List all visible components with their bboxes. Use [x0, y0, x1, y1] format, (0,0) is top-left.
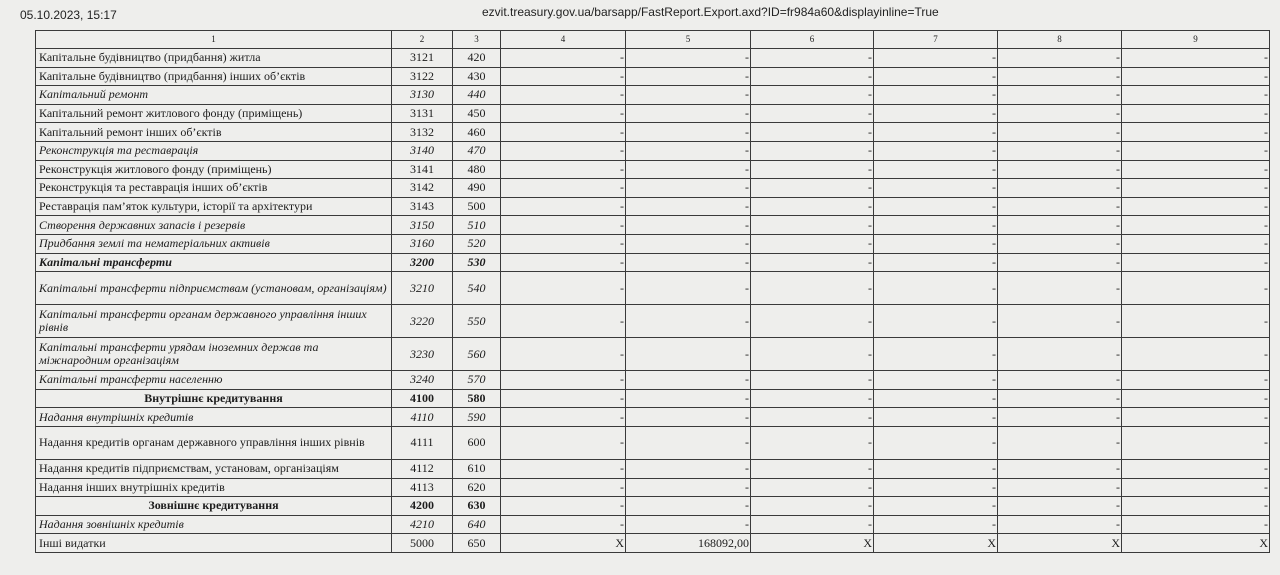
- row-code: 3121: [392, 49, 453, 68]
- row-value: -: [998, 234, 1122, 253]
- row-line: 620: [453, 478, 501, 497]
- row-value: -: [501, 515, 626, 534]
- table-row: [36, 160, 1270, 179]
- table-row: [36, 123, 1270, 142]
- row-value: -: [626, 234, 751, 253]
- row-name: Реконструкція та реставрація: [36, 141, 392, 160]
- row-name: Надання кредитів підприємствам, установам, організаціям: [36, 459, 392, 478]
- row-value: -: [501, 478, 626, 497]
- row-value: -: [874, 49, 998, 68]
- row-value: -: [998, 253, 1122, 272]
- row-value: -: [998, 305, 1122, 338]
- row-code: 3220: [392, 305, 453, 338]
- row-value: -: [626, 426, 751, 459]
- row-value: -: [998, 272, 1122, 305]
- print-url: ezvit.treasury.gov.ua/barsapp/FastReport.Export.axd?ID=fr984a60&displayinline=True: [482, 5, 939, 19]
- row-value: -: [751, 234, 874, 253]
- row-value: X: [751, 534, 874, 553]
- column-number: 8: [998, 31, 1122, 49]
- row-value: -: [501, 67, 626, 86]
- row-name: Реконструкція житлового фонду (приміщень): [36, 160, 392, 179]
- row-code: 4111: [392, 426, 453, 459]
- row-value: -: [998, 371, 1122, 390]
- row-value: -: [501, 104, 626, 123]
- row-value: -: [1122, 234, 1270, 253]
- row-value: -: [998, 426, 1122, 459]
- row-line: 500: [453, 197, 501, 216]
- row-value: -: [1122, 179, 1270, 198]
- row-value: -: [1122, 371, 1270, 390]
- report-table: [35, 30, 1270, 553]
- row-line: 480: [453, 160, 501, 179]
- row-value: -: [751, 478, 874, 497]
- row-value: -: [998, 179, 1122, 198]
- row-value: -: [626, 141, 751, 160]
- row-name: Капітальні трансферти урядам іноземних держав та міжнародним організаціям: [36, 338, 392, 371]
- row-value: -: [501, 497, 626, 516]
- row-value: -: [751, 408, 874, 427]
- column-number: 1: [36, 31, 392, 49]
- row-value: -: [998, 408, 1122, 427]
- row-value: -: [626, 338, 751, 371]
- column-number: 4: [501, 31, 626, 49]
- table-row: [36, 86, 1270, 105]
- row-value: -: [626, 253, 751, 272]
- row-line: 420: [453, 49, 501, 68]
- row-value: -: [501, 459, 626, 478]
- row-code: 4100: [392, 389, 453, 408]
- row-value: -: [751, 216, 874, 235]
- row-value: -: [998, 197, 1122, 216]
- row-value: -: [874, 497, 998, 516]
- row-value: -: [751, 459, 874, 478]
- row-line: 430: [453, 67, 501, 86]
- table-row: [36, 478, 1270, 497]
- row-value: -: [626, 67, 751, 86]
- row-value: -: [1122, 141, 1270, 160]
- row-value: -: [1122, 160, 1270, 179]
- table-row: [36, 49, 1270, 68]
- row-value: -: [751, 371, 874, 390]
- column-number: 7: [874, 31, 998, 49]
- table-row: [36, 534, 1270, 553]
- row-value: -: [501, 272, 626, 305]
- row-code: 3200: [392, 253, 453, 272]
- table-row: [36, 253, 1270, 272]
- row-value: -: [874, 253, 998, 272]
- row-line: 580: [453, 389, 501, 408]
- row-line: 530: [453, 253, 501, 272]
- column-number: 3: [453, 31, 501, 49]
- row-code: 4200: [392, 497, 453, 516]
- row-code: 3143: [392, 197, 453, 216]
- row-value: -: [751, 141, 874, 160]
- column-number: 5: [626, 31, 751, 49]
- row-value: -: [1122, 197, 1270, 216]
- row-value: -: [998, 216, 1122, 235]
- row-value: -: [751, 197, 874, 216]
- row-value: 168092,00: [626, 534, 751, 553]
- row-name: Надання внутрішніх кредитів: [36, 408, 392, 427]
- row-value: -: [751, 49, 874, 68]
- row-value: -: [626, 160, 751, 179]
- row-value: -: [626, 371, 751, 390]
- row-line: 610: [453, 459, 501, 478]
- row-value: -: [998, 160, 1122, 179]
- row-line: 470: [453, 141, 501, 160]
- row-value: -: [751, 515, 874, 534]
- row-value: -: [874, 515, 998, 534]
- row-value: -: [998, 389, 1122, 408]
- row-code: 3150: [392, 216, 453, 235]
- row-value: -: [874, 478, 998, 497]
- row-value: -: [874, 179, 998, 198]
- table-row: [36, 305, 1270, 338]
- row-value: -: [874, 216, 998, 235]
- row-value: -: [1122, 515, 1270, 534]
- row-value: -: [874, 141, 998, 160]
- row-code: 3132: [392, 123, 453, 142]
- row-code: 3160: [392, 234, 453, 253]
- row-value: -: [998, 104, 1122, 123]
- row-value: -: [501, 408, 626, 427]
- row-value: -: [626, 216, 751, 235]
- row-line: 600: [453, 426, 501, 459]
- row-value: -: [998, 515, 1122, 534]
- row-value: -: [1122, 123, 1270, 142]
- row-name: Внутрішнє кредитування: [36, 389, 392, 408]
- row-name: Надання зовнішніх кредитів: [36, 515, 392, 534]
- print-header: [0, 0, 1280, 26]
- row-value: -: [1122, 305, 1270, 338]
- row-name: Капітальні трансферти підприємствам (установам, організаціям): [36, 272, 392, 305]
- row-value: -: [626, 197, 751, 216]
- row-value: -: [874, 123, 998, 142]
- row-name: Інші видатки: [36, 534, 392, 553]
- row-name: Зовнішнє кредитування: [36, 497, 392, 516]
- row-value: -: [626, 408, 751, 427]
- row-value: -: [751, 253, 874, 272]
- row-value: -: [874, 67, 998, 86]
- row-name: Створення державних запасів і резервів: [36, 216, 392, 235]
- row-value: -: [626, 389, 751, 408]
- row-name: Капітальні трансферти населенню: [36, 371, 392, 390]
- row-value: -: [998, 123, 1122, 142]
- row-value: -: [751, 86, 874, 105]
- row-value: X: [501, 534, 626, 553]
- row-value: -: [751, 305, 874, 338]
- row-value: -: [998, 86, 1122, 105]
- row-code: 3210: [392, 272, 453, 305]
- print-datetime: 05.10.2023, 15:17: [20, 8, 117, 22]
- row-value: -: [1122, 86, 1270, 105]
- table-row: [36, 515, 1270, 534]
- row-value: -: [626, 497, 751, 516]
- row-code: 3140: [392, 141, 453, 160]
- row-name: Капітальне будівництво (придбання) житла: [36, 49, 392, 68]
- row-value: -: [626, 515, 751, 534]
- row-name: Надання інших внутрішніх кредитів: [36, 478, 392, 497]
- row-line: 560: [453, 338, 501, 371]
- row-value: -: [874, 408, 998, 427]
- table-row: [36, 141, 1270, 160]
- row-value: -: [874, 197, 998, 216]
- table-row: [36, 497, 1270, 516]
- table-row: [36, 338, 1270, 371]
- row-value: -: [874, 86, 998, 105]
- table-row: [36, 197, 1270, 216]
- row-value: -: [501, 216, 626, 235]
- row-value: -: [1122, 272, 1270, 305]
- row-value: -: [998, 67, 1122, 86]
- row-value: -: [751, 338, 874, 371]
- row-value: -: [998, 141, 1122, 160]
- row-name: Реставрація пам’яток культури, історії та архітектури: [36, 197, 392, 216]
- table-row: [36, 389, 1270, 408]
- row-value: -: [874, 305, 998, 338]
- row-value: -: [874, 338, 998, 371]
- row-name: Капітальні трансферти: [36, 253, 392, 272]
- row-value: -: [998, 459, 1122, 478]
- table-row: [36, 371, 1270, 390]
- row-value: -: [1122, 338, 1270, 371]
- row-code: 3142: [392, 179, 453, 198]
- row-value: -: [998, 49, 1122, 68]
- row-value: -: [1122, 408, 1270, 427]
- row-name: Капітальний ремонт: [36, 86, 392, 105]
- row-value: -: [874, 459, 998, 478]
- row-name: Капітальний ремонт інших об’єктів: [36, 123, 392, 142]
- row-value: -: [874, 272, 998, 305]
- row-value: -: [751, 104, 874, 123]
- row-value: -: [626, 179, 751, 198]
- row-value: -: [1122, 459, 1270, 478]
- row-value: -: [1122, 253, 1270, 272]
- row-line: 520: [453, 234, 501, 253]
- table-row: [36, 234, 1270, 253]
- row-value: -: [626, 123, 751, 142]
- row-line: 570: [453, 371, 501, 390]
- row-name: Надання кредитів органам державного управління інших рівнів: [36, 426, 392, 459]
- row-value: -: [874, 426, 998, 459]
- row-line: 490: [453, 179, 501, 198]
- row-value: -: [501, 123, 626, 142]
- row-value: -: [501, 141, 626, 160]
- row-line: 450: [453, 104, 501, 123]
- row-name: Реконструкція та реставрація інших об’єктів: [36, 179, 392, 198]
- table-row: [36, 459, 1270, 478]
- row-value: -: [501, 197, 626, 216]
- row-value: -: [751, 426, 874, 459]
- row-value: -: [501, 86, 626, 105]
- row-value: -: [1122, 67, 1270, 86]
- row-code: 4210: [392, 515, 453, 534]
- row-line: 630: [453, 497, 501, 516]
- table-row: [36, 67, 1270, 86]
- row-value: -: [998, 497, 1122, 516]
- row-value: -: [626, 305, 751, 338]
- row-value: -: [1122, 478, 1270, 497]
- row-line: 440: [453, 86, 501, 105]
- row-code: 3230: [392, 338, 453, 371]
- row-value: X: [874, 534, 998, 553]
- row-value: -: [1122, 216, 1270, 235]
- row-value: -: [751, 179, 874, 198]
- row-value: -: [501, 305, 626, 338]
- row-value: -: [998, 478, 1122, 497]
- column-number: 2: [392, 31, 453, 49]
- row-value: -: [501, 160, 626, 179]
- row-code: 3240: [392, 371, 453, 390]
- row-line: 650: [453, 534, 501, 553]
- row-code: 4112: [392, 459, 453, 478]
- row-value: -: [874, 104, 998, 123]
- row-code: 3122: [392, 67, 453, 86]
- column-number-row: [36, 31, 1270, 49]
- row-code: 3131: [392, 104, 453, 123]
- table-row: [36, 104, 1270, 123]
- table-row: [36, 179, 1270, 198]
- table-row: [36, 272, 1270, 305]
- row-name: Капітальний ремонт житлового фонду (приміщень): [36, 104, 392, 123]
- row-value: -: [751, 272, 874, 305]
- row-value: -: [1122, 49, 1270, 68]
- row-value: -: [501, 426, 626, 459]
- row-value: X: [1122, 534, 1270, 553]
- row-value: -: [874, 389, 998, 408]
- row-line: 640: [453, 515, 501, 534]
- row-value: -: [626, 459, 751, 478]
- table-row: [36, 216, 1270, 235]
- row-line: 540: [453, 272, 501, 305]
- row-value: -: [626, 49, 751, 68]
- row-value: -: [751, 123, 874, 142]
- row-code: 3130: [392, 86, 453, 105]
- row-value: -: [1122, 389, 1270, 408]
- column-number: 9: [1122, 31, 1270, 49]
- row-name: Капітальне будівництво (придбання) інших об’єктів: [36, 67, 392, 86]
- row-name: Капітальні трансферти органам державного управління інших рівнів: [36, 305, 392, 338]
- table-row: [36, 408, 1270, 427]
- row-value: -: [998, 338, 1122, 371]
- row-value: -: [501, 253, 626, 272]
- row-value: -: [626, 478, 751, 497]
- row-code: 3141: [392, 160, 453, 179]
- row-value: -: [626, 86, 751, 105]
- row-value: -: [501, 179, 626, 198]
- row-value: -: [501, 338, 626, 371]
- row-value: -: [501, 49, 626, 68]
- row-value: -: [751, 67, 874, 86]
- row-value: -: [1122, 426, 1270, 459]
- row-name: Придбання землі та нематеріальних активів: [36, 234, 392, 253]
- row-value: -: [1122, 497, 1270, 516]
- column-number: 6: [751, 31, 874, 49]
- row-value: -: [626, 272, 751, 305]
- row-value: -: [874, 160, 998, 179]
- row-line: 510: [453, 216, 501, 235]
- row-value: -: [751, 497, 874, 516]
- row-value: -: [501, 234, 626, 253]
- row-line: 590: [453, 408, 501, 427]
- row-code: 5000: [392, 534, 453, 553]
- row-value: -: [501, 371, 626, 390]
- row-value: -: [1122, 104, 1270, 123]
- row-value: X: [998, 534, 1122, 553]
- row-code: 4110: [392, 408, 453, 427]
- row-line: 460: [453, 123, 501, 142]
- row-value: -: [501, 389, 626, 408]
- row-value: -: [874, 234, 998, 253]
- row-value: -: [751, 389, 874, 408]
- row-value: -: [874, 371, 998, 390]
- row-value: -: [751, 160, 874, 179]
- row-line: 550: [453, 305, 501, 338]
- table-row: [36, 426, 1270, 459]
- row-value: -: [626, 104, 751, 123]
- row-code: 4113: [392, 478, 453, 497]
- report-table-body: [36, 31, 1270, 553]
